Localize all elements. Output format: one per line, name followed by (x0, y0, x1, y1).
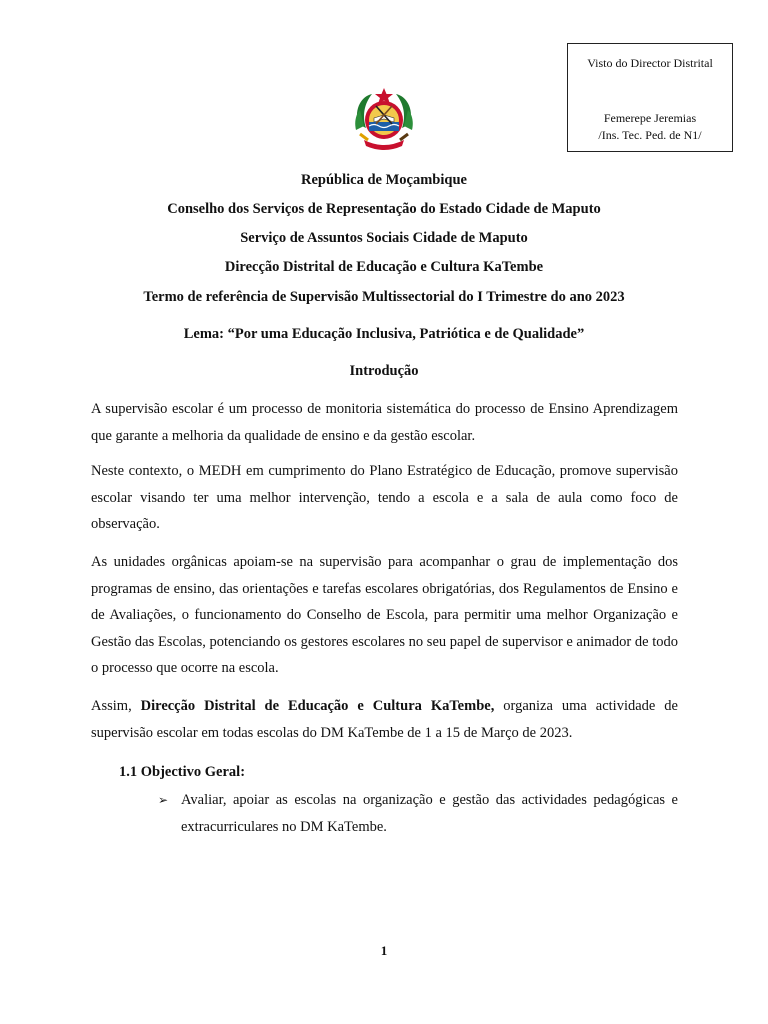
introduction-title: Introdução (349, 363, 419, 379)
director-approval-box (567, 43, 733, 152)
approver-name: Femerepe Jeremias (603, 111, 697, 125)
objective-heading: 1.1 Objectivo Geral: (119, 764, 246, 780)
approver-role: /Ins. Tec. Ped. de N1/ (598, 128, 702, 142)
council-heading: Conselho dos Serviços de Representação do Estado Cidade de Maputo (167, 201, 601, 217)
objective-bullet-text: Avaliar, apoiar as escolas na organização e gestão das actividades pedagógicas e extracurriculares no DM KaTembe. (181, 792, 678, 835)
directorate-heading: Direcção Distrital de Educação e Cultura KaTembe (224, 259, 544, 275)
arrow-bullet-icon: ➢ (158, 793, 169, 807)
motto: Lema: “Por uma Educação Inclusiva, Patriótica e de Qualidade” (183, 326, 585, 342)
paragraph-4 (91, 693, 678, 746)
republic-heading: República de Moçambique (301, 172, 467, 188)
paragraph-4-suffix: organiza uma actividade de supervisão escolar em todas escolas do DM KaTembe de 1 a 15 de Março de 2023. (91, 698, 678, 741)
paragraph-2: Neste contexto, o MEDH em cumprimento do Plano Estratégico de Educação, promove supervisão escolar visando ter uma melhor intervenção, tendo a escola e a sala de aula como foco de observação. (91, 463, 678, 532)
paragraph-4-bold: Direcção Distrital de Educação e Cultura KaTembe, (140, 698, 495, 714)
paragraph-3: As unidades orgânicas apoiam-se na supervisão para acompanhar o grau de implementação dos programas de ensino, das orientações e tarefas escolares obrigatórias, dos Regulamentos de Ensino e de Avaliações, o funcionamento do Conselho de Escola, para permitir uma melhor Organização e Gestão das Escolas, potenciando os gestores escolares no seu papel de supervisor e animador de todo o processo que ocorre na escola. (91, 554, 678, 676)
paragraph-1: A supervisão escolar é um processo de monitoria sistemática do processo de Ensino Aprendizagem que garante a melhoria da qualidade de ensino e da gestão escolar. (91, 401, 678, 444)
objective-bullet (158, 787, 678, 840)
terms-heading: Termo de referência de Supervisão Multissectorial do I Trimestre do ano 2023 (143, 289, 625, 305)
mozambique-coat-of-arms-icon (348, 84, 420, 156)
service-heading: Serviço de Assuntos Sociais Cidade de Maputo (240, 230, 528, 246)
page-number: 1 (380, 943, 388, 958)
paragraph-4-prefix: Assim, (91, 698, 141, 714)
approval-title: Visto do Director Distrital (587, 56, 713, 70)
